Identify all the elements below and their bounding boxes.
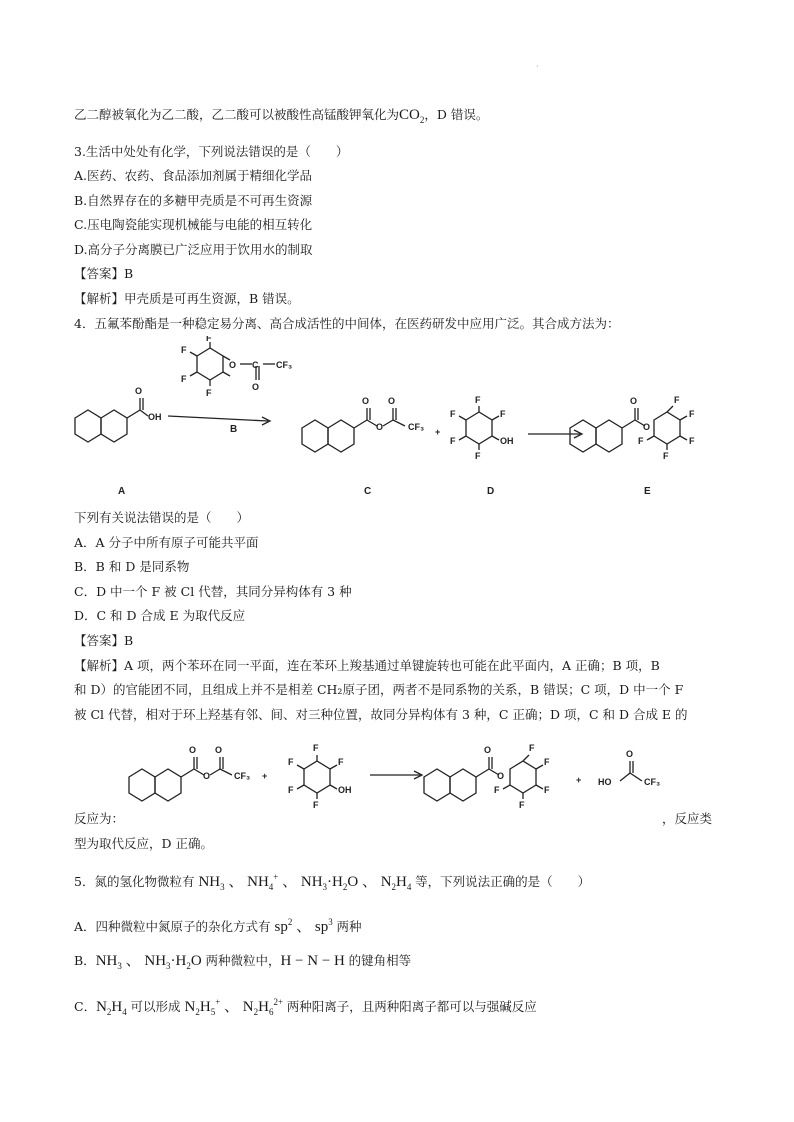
page-mark: · [536,62,539,71]
atom-c-o2: O [376,422,384,432]
atom-b-f3: F [181,374,187,384]
reaction-equation [124,735,684,820]
q5-option-c [74,993,537,1021]
atom-e-f3: F [689,436,695,446]
plus-sign: + [435,427,441,437]
atom-c-cf3: CF₃ [408,422,425,432]
eq-atom-o5: O [497,771,505,781]
eq-atom-ho: HO [598,777,612,787]
q3-analysis: 【解析】甲壳质是可再生资源，B 错误。 [74,291,300,306]
eq-atom-o2: O [203,771,211,781]
q3-stem: 3.生活中处处有化学，下列说法错误的是（ ） [74,144,349,159]
eq-atom-f1: F [313,743,319,753]
q4-analysis-5: 型为取代反应，D 正确。 [74,836,213,851]
eq-atom-cf3b: CF₃ [644,777,661,787]
q5-option-b-text-1: B． [74,953,96,968]
q4-sub-question: 下列有关说法错误的是（ ） [74,510,250,525]
label-b: B [230,424,238,435]
atom-d-f5: F [500,409,506,419]
q5-option-a-formula: $sp^2$ 、 $sp^3$ [274,917,333,935]
atom-d-f4: F [475,451,481,461]
atom-b-f1: F [206,336,212,343]
eq-atom-f7: F [544,757,550,767]
q4-option-d: D．C 和 D 合成 E 为取代反应 [74,608,246,623]
q5-species: $NH_3$ 、 $NH_4^+$ 、 $NH_3\cdot H_2O$ 、 $N_2H_4$ [198,872,412,892]
q5-option-a [74,913,361,936]
eq-atom-o6: O [626,749,634,759]
atom-b-o2: O [252,382,260,392]
prev-answer-prefix: 乙二醇被氧化为乙二酸，乙二酸可以被酸性高锰酸钾氧化为 [74,107,400,122]
label-c: C [364,486,372,497]
q5-option-c-text-3: 两种阳离子，且两种阳离子都可以与强碱反应 [286,999,537,1014]
atom-b-c: C [252,360,259,370]
eq-atom-f6: F [529,743,535,753]
q4-analysis-2: 和 D）的官能团不同，且组成上并不是相差 CH₂原子团，两者不是同系物的关系，B 错误；C 项，D 中一个 F [74,682,684,697]
eq-atom-f2: F [288,757,294,767]
q4-option-c: C．D 中一个 F 被 Cl 代替，其同分异构体有 3 种 [74,584,352,599]
label-a: A [118,486,126,497]
eq-plus-2: + [576,775,582,785]
co2-sub: 2 [419,115,425,125]
atom-b-o: O [229,360,237,370]
q5-option-c-formula-2: $N_2H_5^+$ 、 $N_2H_6^{2+}$ [184,997,284,1017]
atom-a-oh: OH [148,412,162,422]
q4-stem: 4．五氟苯酚酯是一种稳定易分离、高合成活性的中间体，在医药研发中应用广泛。其合成方法为： [74,316,620,331]
prev-answer-suffix: ，D 错误。 [424,107,489,122]
atom-e-f1: F [674,395,680,405]
atom-b-f4: F [206,388,212,398]
atom-d-f1: F [475,395,481,405]
atom-b-f2: F [181,345,187,355]
prev-answer-line [74,106,488,129]
atom-b-cf3: CF₃ [276,360,293,370]
atom-e-f2: F [689,409,695,419]
eq-atom-f3: F [288,785,294,795]
q4-option-a: A．A 分子中所有原子可能共平面 [74,535,259,550]
synthesis-scheme [70,336,730,506]
atom-a-o: O [135,386,143,396]
q5-option-c-formula-1: $N_2H_4$ [96,999,127,1017]
eq-atom-o1: O [189,745,197,755]
eq-atom-f10: F [494,785,500,795]
eq-atom-f5: F [338,757,344,767]
eq-atom-f9: F [519,800,525,810]
q4-analysis-4b: ，反应类 [662,811,713,826]
atom-c-o3: O [388,396,396,406]
q5-option-a-text-2: 两种 [336,919,362,934]
atom-d-f3: F [450,436,456,446]
eq-atom-o3: O [215,745,223,755]
eq-atom-o4: O [484,745,492,755]
q3-option-b: B.自然界存在的多糖甲壳质是不可再生资源 [74,193,313,208]
q5-option-a-text-1: A．四种微粒中氮原子的杂化方式有 [74,919,275,934]
label-e: E [644,486,651,497]
atom-e-f5: F [638,436,644,446]
q3-option-c: C.压电陶瓷能实现机械能与电能的相互转化 [74,217,313,232]
q4-answer: 【答案】B [74,633,134,648]
q3-answer: 【答案】B [74,266,134,281]
eq-atom-cf3: CF₃ [234,771,251,781]
q4-analysis-4a: 反应为： [74,811,125,826]
co2-text: CO [399,107,420,123]
eq-atom-f4: F [313,800,319,810]
q5-stem [74,868,590,896]
eq-atom-f8: F [544,785,550,795]
atom-d-oh: OH [500,436,514,446]
q4-analysis-1: 【解析】A 项，两个苯环在同一平面，连在苯环上羧基通过单键旋转也可能在此平面内，A 正确；B 项，B [74,658,660,673]
q5-option-b-text-2: 两种微粒中， [205,953,281,968]
q5-option-b-formula: $NH_3$ 、 $NH_3\cdot H_2O$ [95,953,206,971]
q5-option-b [74,952,411,975]
q5-option-c-text-2: 可以形成 [130,999,185,1014]
eq-plus-1: + [262,771,268,781]
q5-option-c-text-1: C． [74,999,97,1014]
atom-e-o2: O [643,422,651,432]
q5-stem-a: 5．氮的氢化物微粒有 [74,874,199,889]
eq-atom-oh: OH [338,785,352,795]
atom-d-f2: F [450,409,456,419]
q3-option-d: D.高分子分离膜已广泛应用于饮用水的制取 [74,242,313,257]
q5-option-b-bond: H − N − H [280,953,349,969]
q3-option-a: A.医药、农药、食品添加剂属于精细化学品 [74,168,313,183]
atom-e-f4: F [663,451,669,461]
label-d: D [487,486,495,497]
q4-analysis-3: 被 Cl 代替，相对于环上羟基有邻、间、对三种位置，故同分异构体有 3 种，C 正确；D 项，C 和 D 合成 E 的 [74,707,688,722]
q4-option-b: B．B 和 D 是同系物 [74,559,190,574]
q5-option-b-text-3: 的键角相等 [348,953,412,968]
co2-formula [399,107,424,123]
atom-e-o1: O [630,396,638,406]
q5-stem-b: 等，下列说法正确的是（ ） [415,874,591,889]
atom-c-o1: O [362,396,370,406]
